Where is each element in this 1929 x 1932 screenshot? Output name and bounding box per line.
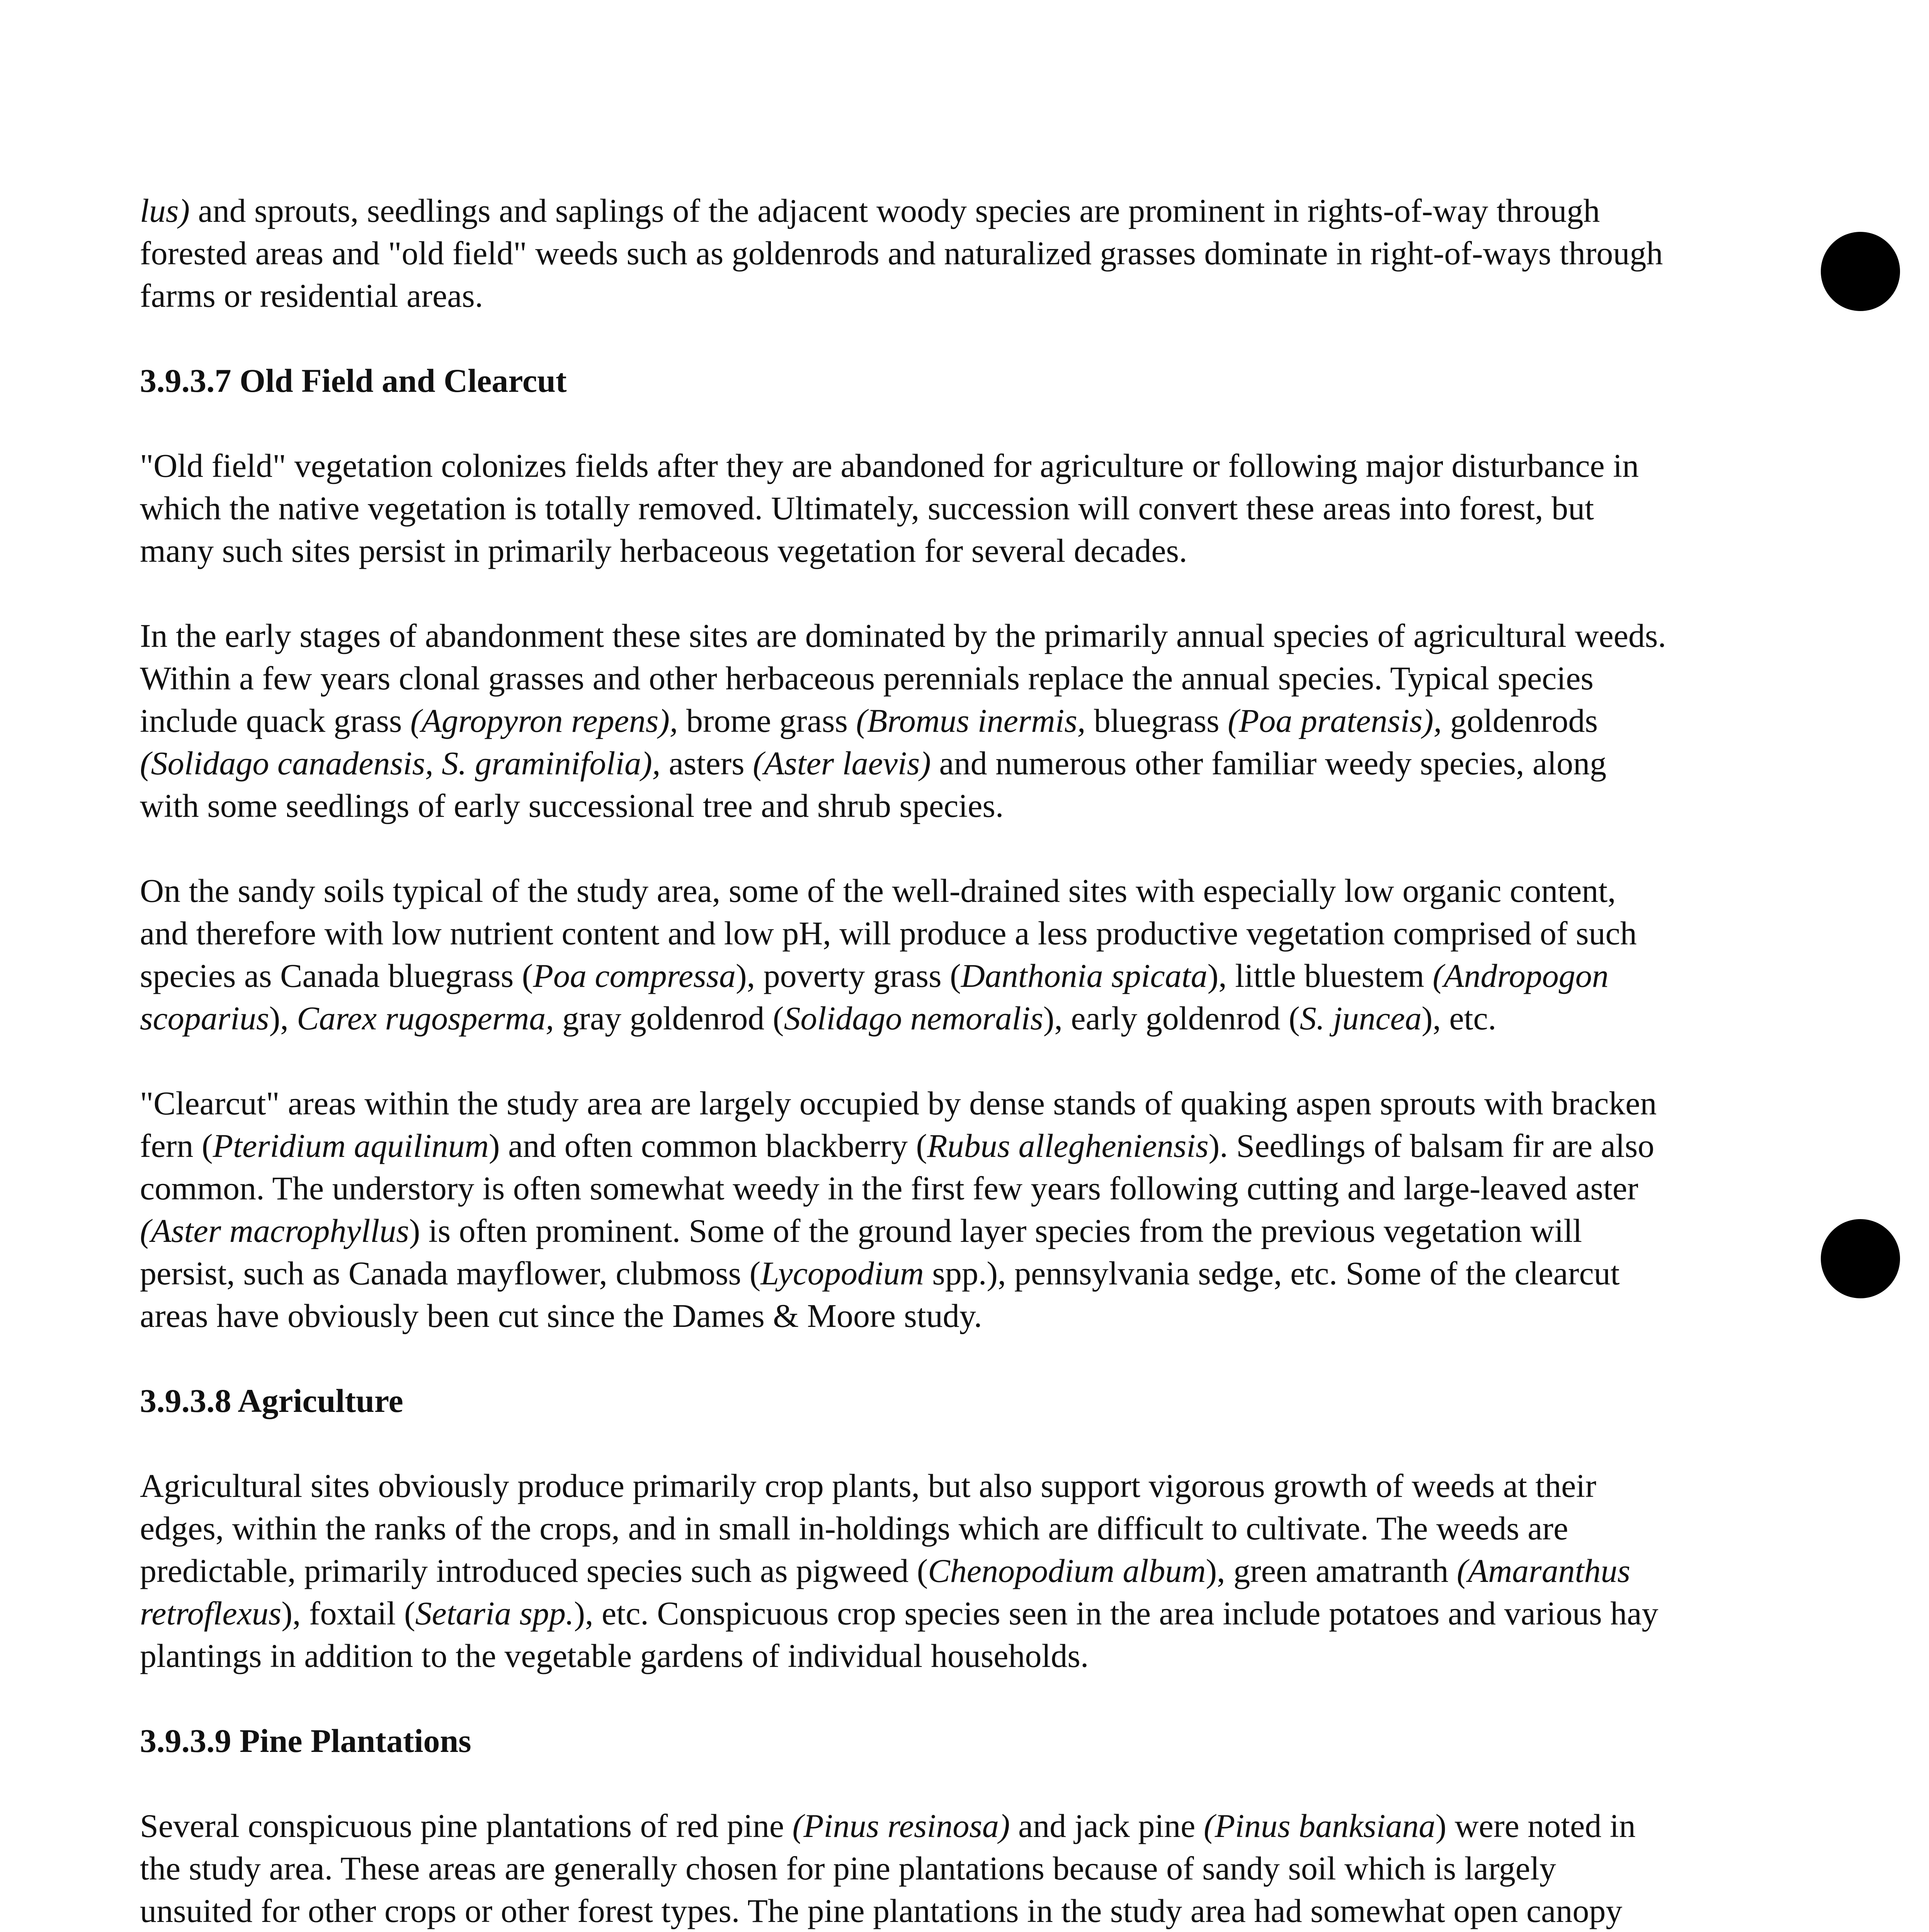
text-run: Several conspicuous pine plantations of red pine [140, 1807, 793, 1844]
italic-run: (Pinus resinosa) [792, 1807, 1010, 1844]
italic-run: lus) [140, 192, 190, 229]
text-run: In the early stages of abandonment these sites are dominated by the primarily annual species of agricultural weeds. Within a few years clonal grasses and other herbaceous perennials replace the annual species. Typical species include quack grass [140, 617, 1666, 739]
text-run: goldenrods [1442, 702, 1598, 739]
text-run: ), early goldenrod ( [1043, 1000, 1300, 1037]
text-run: and jack pine [1010, 1807, 1204, 1844]
document-body [140, 189, 1666, 1932]
italic-run: (Aster macrophyllus [140, 1212, 409, 1249]
italic-run: (Pinus banksiana [1203, 1807, 1436, 1844]
text-run: gray goldenrod ( [554, 1000, 784, 1037]
italic-run: (Aster laevis) [753, 745, 931, 782]
text-run: ) is often prominent. Some of the ground layer species from the previous vegetation will persist, such as Canada mayflower, clubmoss ( [140, 1212, 1582, 1292]
italic-run: (Poa pratensis), [1228, 702, 1442, 739]
text-run: Agricultural sites obviously produce primarily crop plants, but also support vigorous growth of weeds at their edges, within the ranks of the crops, and in small in-holdings which are difficult to cultivate. The weeds are predictable, primarily introduced species such as pigweed ( [140, 1467, 1596, 1589]
italic-run: Carex rugosperma, [297, 1000, 554, 1037]
continuation-paragraph [140, 189, 1666, 317]
text-run: ) were noted in the study area. These areas are generally chosen for pine plantations because of sandy soil which is largely unsuited for other crops or other forest types. The pine plantations in the study area had somewhat open canopy [140, 1807, 1636, 1929]
text-run: brome grass [678, 702, 856, 739]
text-run: ), little bluestem [1207, 957, 1433, 994]
sections-container [140, 359, 1666, 1932]
italic-run: (Amaranthus retroflexus [140, 1552, 1631, 1632]
text-run: asters [660, 745, 753, 782]
binder-hole-top [1821, 232, 1900, 311]
body-paragraph [140, 444, 1666, 572]
italic-run: (Agropyron repens), [410, 702, 678, 739]
italic-run: Chenopodium album [928, 1552, 1206, 1589]
text-run: and numerous other familiar weedy species, along with some seedlings of early successional tree and shrub species. [140, 745, 1607, 824]
text-run: spp.), pennsylvania sedge, etc. Some of the clearcut areas have obviously been cut since the Dames & Moore study. [140, 1255, 1620, 1334]
body-paragraph [140, 1464, 1666, 1677]
body-paragraph [140, 1804, 1666, 1932]
text-run: "Clearcut" areas within the study area are largely occupied by dense stands of quaking aspen sprouts with bracken fern ( [140, 1085, 1657, 1164]
text-run: On the sandy soils typical of the study area, some of the well-drained sites with especially low organic content, and therefore with low nutrient content and low pH, will produce a less productive vegetation comprised of such species as Canada bluegrass ( [140, 872, 1637, 994]
section-heading: 3.9.3.9 Pine Plantations [140, 1722, 471, 1759]
section-heading: 3.9.3.7 Old Field and Clearcut [140, 362, 567, 399]
italic-run: (Bromus inermis, [856, 702, 1086, 739]
text-run: ) and often common blackberry ( [488, 1127, 927, 1164]
body-paragraph [140, 614, 1666, 827]
text-run: and sprouts, seedlings and saplings of the adjacent woody species are prominent in rights-of-way through forested areas and "old field" weeds such as goldenrods and naturalized grasses dominate in right-of-ways through farms or residential areas. [140, 192, 1663, 314]
body-paragraph [140, 869, 1666, 1039]
section-heading: 3.9.3.8 Agriculture [140, 1382, 403, 1419]
text-run: bluegrass [1085, 702, 1228, 739]
text-run: ), poverty grass ( [736, 957, 961, 994]
body-paragraph [140, 1082, 1666, 1337]
italic-run: S. juncea [1300, 1000, 1422, 1037]
italic-run: (Andropogon scoparius [140, 957, 1609, 1037]
text-run: ), etc. [1421, 1000, 1497, 1037]
italic-run: Setaria spp. [415, 1595, 574, 1632]
italic-run: (Solidago canadensis, S. graminifolia), [140, 745, 661, 782]
text-run: ). Seedlings of balsam fir are also common. The understory is often somewhat weedy in the first few years following cutting and large-leaved aster [140, 1127, 1655, 1207]
text-run: ), green amatranth [1206, 1552, 1457, 1589]
italic-run: Pteridium aquilinum [213, 1127, 489, 1164]
italic-run: Poa compressa [533, 957, 736, 994]
text-run: ), etc. Conspicuous crop species seen in the area include potatoes and various hay plantings in addition to the vegetable gardens of individual households. [140, 1595, 1659, 1674]
italic-run: Solidago nemoralis [784, 1000, 1043, 1037]
text-run: ), foxtail ( [281, 1595, 415, 1632]
binder-hole-middle [1821, 1219, 1900, 1298]
text-run: ), [269, 1000, 297, 1037]
italic-run: Danthonia spicata [961, 957, 1208, 994]
italic-run: Rubus allegheniensis [927, 1127, 1209, 1164]
text-run: "Old field" vegetation colonizes fields after they are abandoned for agriculture or following major disturbance in which the native vegetation is totally removed. Ultimately, succession will convert these areas into forest, but many such sites persist in primarily herbaceous vegetation for several decades. [140, 447, 1639, 569]
italic-run: Lycopodium [760, 1255, 924, 1292]
